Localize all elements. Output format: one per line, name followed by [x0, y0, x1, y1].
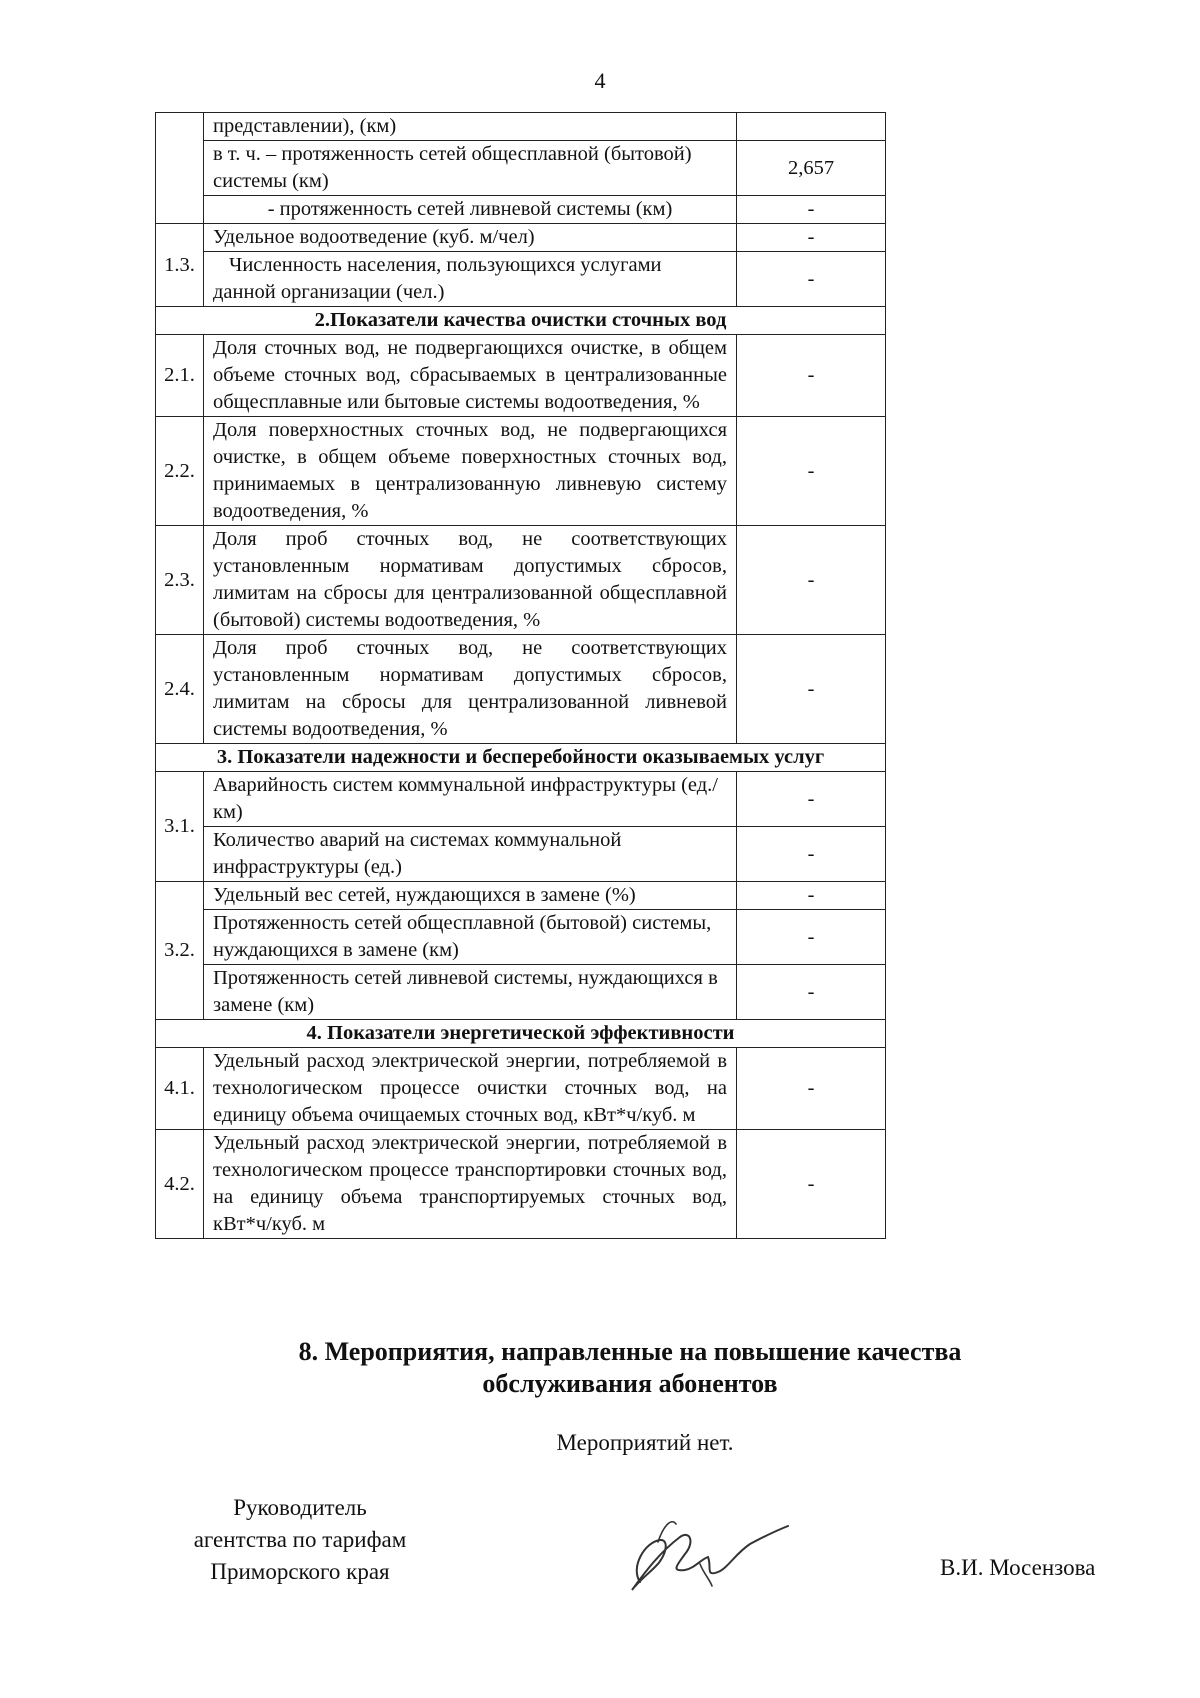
- section-title: 2.Показатели качества очистки сточных вод: [156, 307, 886, 335]
- row-text: представлении), (км): [204, 113, 737, 141]
- signer-position-line: Руководитель: [233, 1495, 367, 1520]
- row-value: -: [737, 526, 886, 635]
- row-value: -: [737, 635, 886, 744]
- row-value: -: [737, 827, 886, 882]
- row-text: Доля проб сточных вод, не соответствующих установленным нормативам допустимых сбросов, лимитам на сбросы для централизованной общесплавной (бытовой) системы водоотведения, %: [204, 526, 737, 635]
- signer-name: В.И. Мосензова: [940, 1555, 1096, 1580]
- table-row: [156, 882, 886, 910]
- row-text: Протяженность сетей общесплавной (бытовой) системы, нуждающихся в замене (км): [204, 910, 737, 965]
- row-value: -: [737, 882, 886, 910]
- table-row: [156, 827, 886, 882]
- table-row: [156, 635, 886, 744]
- row-text: Доля сточных вод, не подвергающихся очистке, в общем объеме сточных вод, сбрасываемых в централизованные общесплавные или бытовые системы водоотведения, %: [204, 335, 737, 417]
- row-number: 4.2.: [156, 1130, 204, 1239]
- row-number: 2.4.: [156, 635, 204, 744]
- page-number: 4: [594, 68, 606, 93]
- row-value: 2,657: [737, 141, 886, 196]
- row-text: Удельное водоотведение (куб. м/чел): [204, 224, 737, 252]
- row-value: -: [737, 1130, 886, 1239]
- section-row: [156, 744, 886, 772]
- row-value: -: [737, 772, 886, 827]
- row-number: [156, 113, 204, 224]
- row-text: Доля поверхностных сточных вод, не подвергающихся очистке, в общем объеме поверхностных сточных вод, принимаемых в централизованную ливневую систему водоотведения, %: [204, 417, 737, 526]
- table-row: [156, 335, 886, 417]
- section-title: 3. Показатели надежности и бесперебойности оказываемых услуг: [156, 744, 886, 772]
- table-row: [156, 1130, 886, 1239]
- row-number: 1.3.: [156, 224, 204, 307]
- table-row: [156, 196, 886, 224]
- row-number: 3.2.: [156, 882, 204, 1020]
- row-text: Удельный вес сетей, нуждающихся в замене (%): [204, 882, 737, 910]
- section-8-title-line: 8. Мероприятия, направленные на повышение качества: [298, 1337, 962, 1366]
- row-value: -: [737, 417, 886, 526]
- row-value: -: [737, 910, 886, 965]
- row-text: - протяженность сетей ливневой системы (км): [204, 196, 737, 224]
- table-row: [156, 113, 886, 141]
- row-number: 3.1.: [156, 772, 204, 882]
- row-text: Доля проб сточных вод, не соответствующих установленным нормативам допустимых сбросов, лимитам на сбросы для централизованной ливневой системы водоотведения, %: [204, 635, 737, 744]
- section-8-heading: [220, 1336, 1040, 1400]
- row-text: Численность населения, пользующихся услугами данной организации (чел.): [204, 252, 737, 307]
- table-row: [156, 224, 886, 252]
- row-value: -: [737, 1048, 886, 1130]
- table-row: [156, 417, 886, 526]
- table-row: [156, 772, 886, 827]
- row-value: -: [737, 224, 886, 252]
- section-title: 4. Показатели энергетической эффективности: [156, 1020, 886, 1048]
- row-number: 2.3.: [156, 526, 204, 635]
- section-8-title-line: обслуживания абонентов: [482, 1369, 778, 1398]
- row-number: 2.2.: [156, 417, 204, 526]
- signer-position-line: Приморского края: [210, 1559, 390, 1584]
- signer-position-line: агентства по тарифам: [193, 1527, 407, 1552]
- row-text: Количество аварий на системах коммунальной инфраструктуры (ед.): [204, 827, 737, 882]
- section-row: [156, 1020, 886, 1048]
- row-value: [737, 113, 886, 141]
- row-number: 4.1.: [156, 1048, 204, 1130]
- handwritten-signature: [600, 1512, 790, 1602]
- table-row: [156, 965, 886, 1020]
- row-value: -: [737, 252, 886, 307]
- table-row: [156, 910, 886, 965]
- row-text: Удельный расход электрической энергии, потребляемой в технологическом процессе очистки сточных вод, на единицу объема очищаемых сточных вод, кВт*ч/куб. м: [204, 1048, 737, 1130]
- row-value: -: [737, 196, 886, 224]
- no-events-text: Мероприятий нет.: [556, 1430, 734, 1455]
- signer-position: [140, 1492, 460, 1588]
- row-value: -: [737, 965, 886, 1020]
- row-text: Протяженность сетей ливневой системы, нуждающихся в замене (км): [204, 965, 737, 1020]
- indicators-table: [155, 112, 886, 1239]
- row-text: Удельный расход электрической энергии, потребляемой в технологическом процессе транспортировки сточных вод, на единицу объема транспортируемых сточных вод, кВт*ч/куб. м: [204, 1130, 737, 1239]
- table-row: [156, 141, 886, 196]
- table-row: [156, 1048, 886, 1130]
- row-text: в т. ч. – протяженность сетей общесплавной (бытовой) системы (км): [204, 141, 737, 196]
- row-text: Аварийность систем коммунальной инфраструктуры (ед./км): [204, 772, 737, 827]
- section-row: [156, 307, 886, 335]
- table-row: [156, 526, 886, 635]
- row-value: -: [737, 335, 886, 417]
- row-number: 2.1.: [156, 335, 204, 417]
- table-row: [156, 252, 886, 307]
